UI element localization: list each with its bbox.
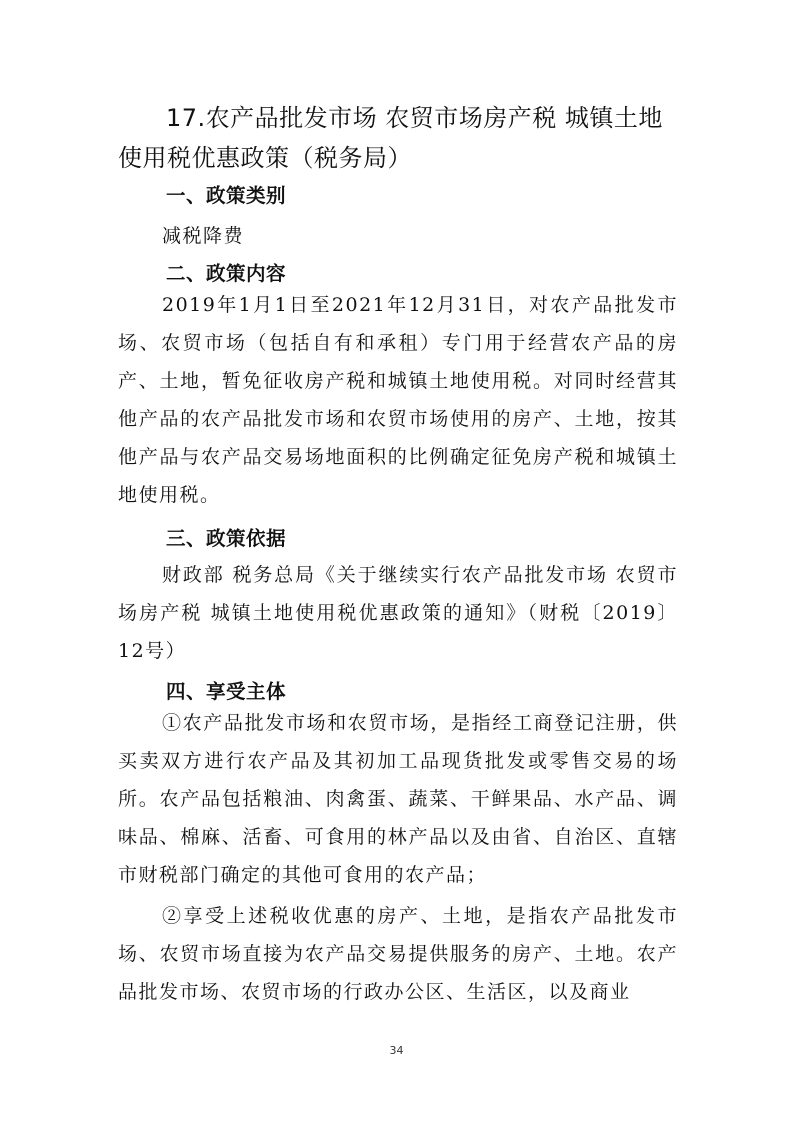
paragraph-category: 减税降费 bbox=[162, 225, 245, 247]
paragraph-beneficiary-2: ②享受上述税收优惠的房产、土地，是指农产品批发市场、农贸市场直接为农产品交易提供服务的房产、土地。农产品批发市场、农贸市场的行政办公区、生活区，以及商业 bbox=[118, 905, 678, 1003]
page-number: 34 bbox=[389, 1044, 404, 1057]
section-heading-basis: 三、政策依据 bbox=[166, 527, 287, 550]
section-heading-category: 一、政策类别 bbox=[166, 184, 287, 207]
document-title: 17.农产品批发市场 农贸市场房产税 城镇土地使用税优惠政策（税务局） bbox=[118, 104, 663, 172]
paragraph-basis: 财政部 税务总局《关于继续实行农产品批发市场 农贸市场房产税 城镇土地使用税优惠政策的通知》（财税〔2019〕12号） bbox=[118, 564, 678, 662]
section-heading-beneficiary: 四、享受主体 bbox=[166, 680, 287, 703]
paragraph-content: 2019年1月1日至2021年12月31日，对农产品批发市场、农贸市场（包括自有和承租）专门用于经营农产品的房产、土地，暂免征收房产税和城镇土地使用税。对同时经营其他产品的农产品批发市场和农贸市场使用的房产、土地，按其他产品与农产品交易场地面积的比例确定征免房产税和城镇土地使用税。 bbox=[118, 294, 678, 506]
paragraph-beneficiary-1: ①农产品批发市场和农贸市场，是指经工商登记注册，供买卖双方进行农产品及其初加工品现货批发或零售交易的场所。农产品包括粮油、肉禽蛋、蔬菜、干鲜果品、水产品、调味品、棉麻、活畜、可食用的林产品以及由省、自治区、直辖市财税部门确定的其他可食用的农产品； bbox=[118, 712, 678, 886]
section-heading-content: 二、政策内容 bbox=[166, 262, 287, 285]
